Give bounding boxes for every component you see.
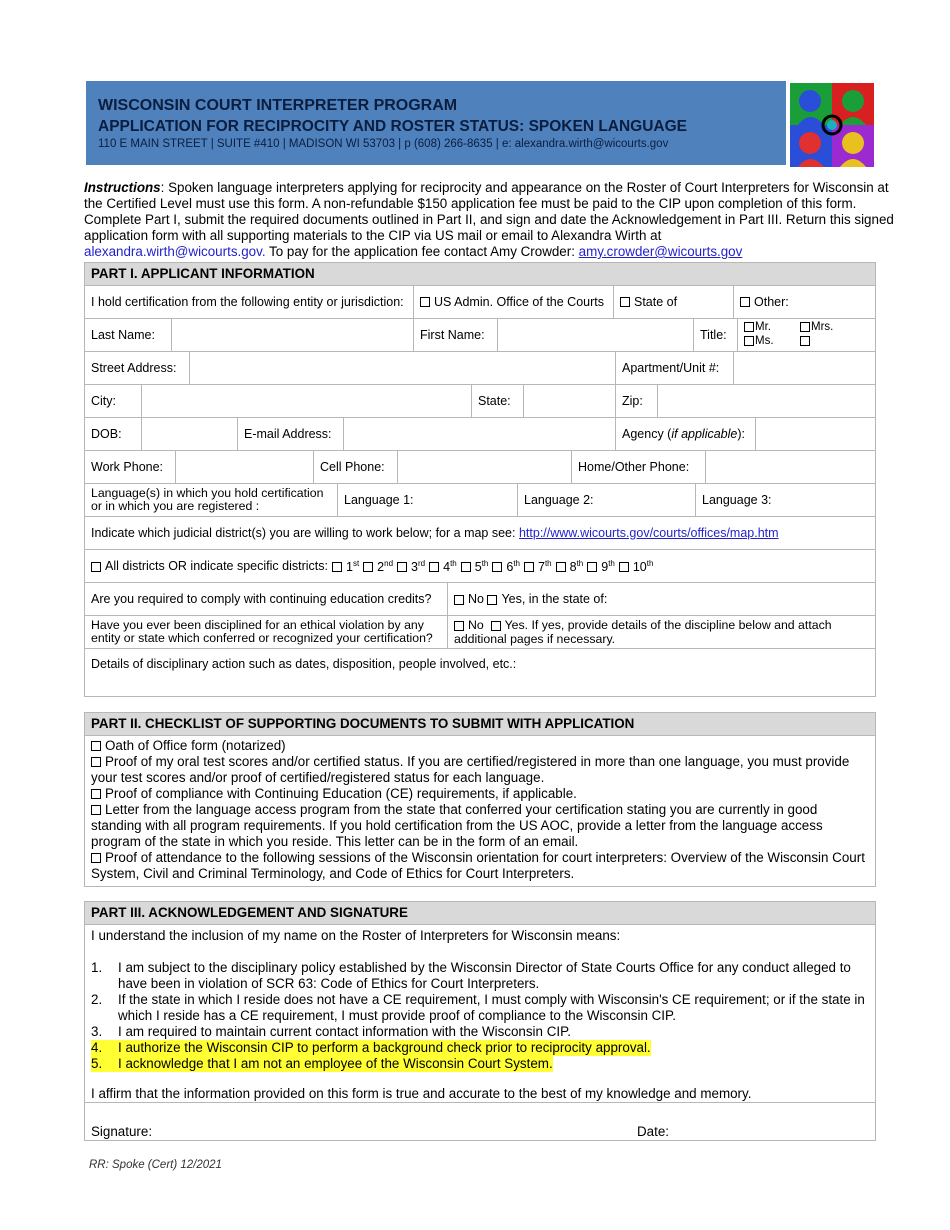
part2-title: PART II. CHECKLIST OF SUPPORTING DOCUMENTS TO SUBMIT WITH APPLICATION [85, 713, 875, 736]
program-logo [790, 83, 874, 167]
district-number: 10 [632, 559, 647, 574]
option-label: Mr. [755, 321, 771, 333]
district-suffix: th [576, 558, 584, 568]
district-suffix: th [513, 558, 520, 568]
city-row [85, 385, 875, 418]
dob-row [85, 418, 875, 451]
instructions-lead: Instructions [84, 180, 161, 195]
checkbox[interactable] [491, 621, 501, 631]
checklist-item [91, 802, 869, 850]
checkbox[interactable] [420, 297, 430, 307]
district-option-10[interactable] [619, 560, 654, 574]
district-number: 2 [377, 559, 385, 574]
all-districts-option[interactable] [91, 559, 328, 573]
ack-num: 3. [91, 1024, 103, 1039]
checklist-item [91, 738, 869, 754]
checkbox[interactable] [620, 297, 630, 307]
ack-item [91, 1024, 869, 1040]
certification-row [85, 286, 875, 319]
option-label: State of [634, 295, 678, 309]
agency-field[interactable] [755, 418, 875, 450]
ce-row [85, 583, 875, 616]
fee-text: To pay for the application fee contact Amy Crowder: [265, 244, 579, 259]
disc-no-option[interactable] [454, 618, 484, 632]
first-name-field[interactable] [497, 319, 693, 351]
option-label: No [468, 592, 484, 606]
district-map-link[interactable]: http://www.wicourts.gov/courts/offices/map.htm [518, 526, 779, 540]
districts-row [85, 550, 875, 583]
ack-text: I am required to maintain current contact information with the Wisconsin CIP. [118, 1024, 572, 1039]
details-label: Details of disciplinary action such as dates, disposition, people involved, etc.: [91, 657, 517, 671]
checkbox[interactable] [91, 853, 101, 863]
checklist-item [91, 786, 869, 802]
district-number: 4 [443, 559, 451, 574]
ack-text: I authorize the Wisconsin CIP to perform a background check prior to reciprocity approval. [118, 1040, 651, 1055]
checklist-text: Proof of my oral test scores and/or certified status. If you are certified/registered in more than one language, you must provide your test scores and/or proof of certified/registered status for each language. [91, 754, 850, 785]
checkbox[interactable] [587, 562, 597, 572]
street-label: Street Address: [91, 361, 177, 375]
zip-label: Zip: [615, 385, 657, 417]
ack-text: I am subject to the disciplinary policy established by the Wisconsin Director of State Courts Office for any conduct alleged to have been in violation of SCR 63: Code of Ethics for Court Interpreters. [118, 960, 851, 991]
checkbox[interactable] [744, 336, 754, 346]
district-option-4[interactable] [429, 560, 457, 574]
blank-title-option[interactable] [800, 335, 814, 349]
checkbox[interactable] [332, 562, 342, 572]
signature-row [85, 1102, 875, 1140]
cert-other-option[interactable] [733, 286, 875, 318]
signature-field[interactable] [165, 1119, 625, 1139]
email-field[interactable] [343, 418, 615, 450]
district-option-2[interactable] [363, 560, 393, 574]
district-checkbox-list [332, 558, 657, 573]
zip-field[interactable] [657, 385, 875, 417]
agency-label-a: Agency ( [622, 427, 672, 441]
language-row [85, 484, 875, 517]
languages-label: Language(s) in which you hold certification or in which you are registered : [91, 486, 324, 513]
language1-field[interactable]: Language 1: [337, 484, 517, 516]
cert-state-option[interactable] [613, 286, 733, 318]
city-field[interactable] [141, 385, 471, 417]
option-label: Yes. If yes, provide details of the discipline below and attach additional pages if necessary. [454, 618, 832, 646]
checkbox[interactable] [800, 336, 810, 346]
checkbox[interactable] [461, 562, 471, 572]
ce-answer [447, 583, 875, 615]
first-name-label: First Name: [413, 319, 497, 351]
apt-field[interactable] [733, 352, 875, 384]
ce-no-option[interactable] [454, 592, 484, 606]
street-field[interactable] [189, 352, 615, 384]
ack-num: 5. [91, 1056, 118, 1072]
language3-field[interactable]: Language 3: [695, 484, 875, 516]
checkbox[interactable] [740, 297, 750, 307]
name-row [85, 319, 875, 352]
district-option-1[interactable] [332, 560, 359, 574]
last-name-label: Last Name: [91, 328, 155, 342]
ack-text: I acknowledge that I am not an employee of the Wisconsin Court System. [118, 1056, 553, 1071]
option-label: All districts OR indicate specific districts: [105, 559, 328, 573]
checkbox[interactable] [744, 322, 754, 332]
checklist-text: Proof of compliance with Continuing Education (CE) requirements, if applicable. [105, 786, 577, 801]
email-link-wirth[interactable]: alexandra.wirth@wicourts.gov. [84, 244, 266, 259]
ack-num: 1. [91, 960, 103, 975]
district-number: 1 [345, 559, 353, 574]
home-phone-field[interactable] [705, 451, 875, 483]
instructions [84, 180, 910, 260]
city-label: City: [91, 394, 116, 408]
option-label: Mrs. [811, 321, 834, 333]
checkbox[interactable] [454, 595, 464, 605]
part3-title: PART III. ACKNOWLEDGEMENT AND SIGNATURE [85, 902, 875, 925]
checklist-text: Proof of attendance to the following sessions of the Wisconsin orientation for court interpreters: Overview of the Wisconsin Court System, Civil and Criminal Terminology, and Code of Ethics for Court Interpreters. [91, 850, 865, 881]
cert-label: I hold certification from the following entity or jurisdiction: [91, 295, 404, 309]
checklist [85, 736, 875, 882]
ack-num: 4. [91, 1040, 118, 1056]
district-option-5[interactable] [461, 560, 489, 574]
district-suffix: st [352, 558, 360, 568]
disc-yes-option[interactable] [454, 618, 832, 646]
agency-label-b: if applicable [671, 427, 738, 441]
checkbox[interactable] [363, 562, 373, 572]
title-options [737, 319, 875, 351]
dob-field[interactable] [141, 418, 237, 450]
checklist-text: Oath of Office form (notarized) [105, 738, 286, 753]
checkbox[interactable] [397, 562, 407, 572]
agency-label [615, 418, 755, 450]
district-text: Indicate which judicial district(s) you are willing to work below; for a map see: [91, 526, 519, 540]
district-info-row [85, 517, 875, 550]
district-number: 9 [601, 559, 609, 574]
checkbox[interactable] [556, 562, 566, 572]
option-label: Other: [754, 295, 789, 309]
instructions-body: : Spoken language interpreters applying for reciprocity and appearance on the Roster of Court Interpreters for Wisconsin at the Certified Level must use this form. A non-refundable $150 application fee must be paid to the CIP upon completion of this form. Complete Part I, submit the required documents outlined in Part II, and sign and date the Acknowledgement in Part III. Return this signed application form with all supporting materials to the CIP via US mail or email to Alexandra Wirth at [84, 180, 894, 243]
contact-line: 110 E MAIN STREET | SUITE #410 | MADISON WI 53703 | p (608) 266-8635 | e: alexandra.wirth@wicourts.gov [98, 138, 669, 150]
home-phone-label: Home/Other Phone: [571, 451, 705, 483]
district-suffix: th [481, 558, 489, 568]
option-label: US Admin. Office of the Courts [434, 295, 604, 309]
district-suffix: th [544, 558, 552, 568]
signature-label: Signature: [91, 1124, 153, 1139]
ce-yes-option[interactable] [487, 592, 607, 606]
checklist-item [91, 754, 869, 786]
cell-phone-label: Cell Phone: [313, 451, 397, 483]
ack-item [91, 960, 869, 992]
checkbox[interactable] [91, 789, 101, 799]
agency-label-c: ): [737, 427, 745, 441]
part3-section [84, 901, 876, 1141]
district-number: 6 [506, 559, 514, 574]
ack-intro: I understand the inclusion of my name on the Roster of Interpreters for Wisconsin means: [91, 928, 621, 943]
checkbox[interactable] [91, 562, 101, 572]
address-row [85, 352, 875, 385]
district-number: 7 [537, 559, 545, 574]
affirmation: I affirm that the information provided on this form is true and accurate to the best of my knowledge and memory. [91, 1086, 752, 1101]
option-label: No [468, 618, 484, 632]
date-label: Date: [637, 1124, 670, 1139]
checkbox[interactable] [619, 562, 629, 572]
part2-section [84, 712, 876, 887]
title-label: Title: [693, 319, 737, 351]
cert-usaoc-option[interactable] [413, 286, 613, 318]
district-info [85, 517, 875, 549]
district-option-7[interactable] [524, 560, 552, 574]
checkbox[interactable] [454, 621, 464, 631]
header-banner [86, 81, 786, 165]
district-number: 3 [411, 559, 418, 574]
discipline-question: Have you ever been disciplined for an ethical violation by any entity or state which conferred or recognized your certification? [91, 617, 433, 645]
option-label: Ms. [755, 335, 774, 347]
district-suffix: th [450, 558, 457, 568]
checkbox[interactable] [487, 595, 497, 605]
checklist-text: Letter from the language access program from the state that conferred your certification stating you are currently in good standing with all program requirements. If you hold certification from the US AOC, provide a letter from the language access program of the state in which you reside. This letter can be in the form of an email. [91, 802, 823, 849]
option-label: Yes, in the state of: [501, 592, 608, 606]
checkbox[interactable] [492, 562, 502, 572]
form-code: RR: Spoke (Cert) 12/2021 [89, 1159, 222, 1171]
form-subtitle: APPLICATION FOR RECIPROCITY AND ROSTER STATUS: SPOKEN LANGUAGE [98, 118, 688, 135]
district-option-9[interactable] [587, 560, 615, 574]
district-suffix: th [646, 558, 654, 568]
ce-question: Are you required to comply with continuing education credits? [91, 592, 432, 606]
discipline-row [85, 616, 875, 649]
work-phone-label: Work Phone: [91, 460, 164, 474]
part1-title: PART I. APPLICANT INFORMATION [85, 263, 875, 286]
program-title: WISCONSIN COURT INTERPRETER PROGRAM [98, 97, 458, 114]
district-number: 8 [569, 559, 577, 574]
date-field[interactable] [685, 1119, 865, 1139]
district-number: 5 [474, 559, 482, 574]
districts-selector [85, 550, 875, 582]
ack-item-highlighted [91, 1056, 869, 1072]
ack-item-highlighted [91, 1040, 869, 1056]
ms-option[interactable] [744, 335, 800, 349]
checkbox[interactable] [91, 741, 101, 751]
district-suffix: rd [417, 558, 426, 568]
checkbox[interactable] [91, 805, 101, 815]
phone-row [85, 451, 875, 484]
state-field[interactable] [523, 385, 615, 417]
apt-label: Apartment/Unit #: [615, 352, 733, 384]
district-suffix: nd [384, 558, 394, 568]
district-option-8[interactable] [556, 560, 584, 574]
discipline-answer [447, 616, 875, 648]
checklist-item [91, 850, 869, 882]
district-option-3[interactable] [397, 560, 425, 574]
cell-phone-field[interactable] [397, 451, 571, 483]
checkbox[interactable] [524, 562, 534, 572]
work-phone-field[interactable] [175, 451, 313, 483]
email-link-crowder[interactable]: amy.crowder@wicourts.gov [578, 244, 743, 259]
details-row[interactable] [85, 649, 875, 705]
state-label: State: [471, 385, 523, 417]
email-label: E-mail Address: [237, 418, 343, 450]
checkbox[interactable] [91, 757, 101, 767]
last-name-field[interactable] [171, 319, 413, 351]
ack-num: 2. [91, 992, 103, 1007]
mrs-option[interactable] [800, 321, 833, 335]
ack-text: If the state in which I reside does not have a CE requirement, I must comply with Wisconsin's CE requirement; or if the state in which I reside has a CE requirement, I must provide proof of compliance to the Wisconsin CIP. [118, 992, 865, 1023]
district-suffix: th [608, 558, 615, 568]
mr-option[interactable] [744, 321, 800, 335]
acknowledgement [85, 925, 875, 1102]
ack-item [91, 992, 869, 1024]
dob-label: DOB: [91, 427, 122, 441]
checkbox[interactable] [429, 562, 439, 572]
district-option-6[interactable] [492, 560, 520, 574]
checkbox[interactable] [800, 322, 810, 332]
language2-field[interactable]: Language 2: [517, 484, 695, 516]
part1-section [84, 262, 876, 697]
